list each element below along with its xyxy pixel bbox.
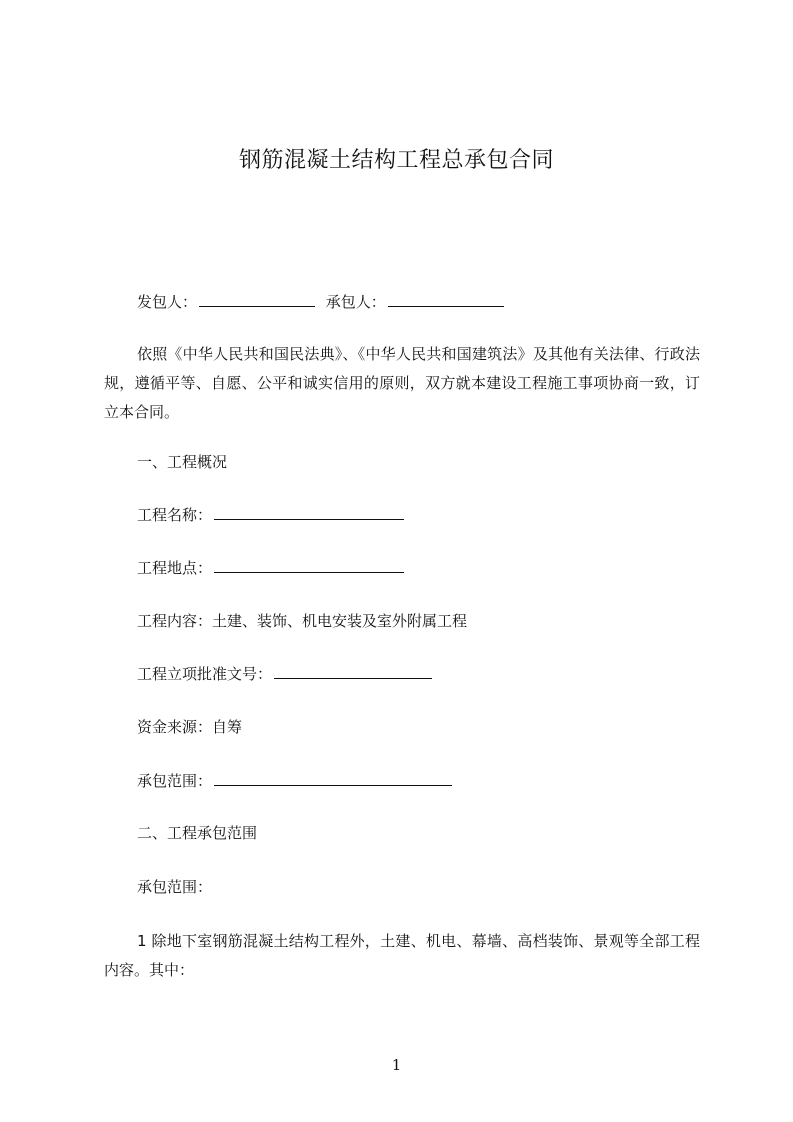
project-location-label: 工程地点： bbox=[137, 559, 213, 577]
scope-blank bbox=[214, 771, 452, 786]
approval-number-line bbox=[137, 664, 432, 684]
section2-heading: 二、工程承包范围 bbox=[137, 824, 258, 842]
section2-scope-label: 承包范围： bbox=[137, 878, 213, 896]
preamble-paragraph: 依照《中华人民共和国民法典》、《中华人民共和国建筑法》及其他有关法律、行政法规，遵循平等、自愿、公平和诚实信用的原则，双方就本建设工程施工事项协商一致，订立本合同。 bbox=[104, 345, 700, 421]
approval-number-blank bbox=[274, 664, 432, 679]
scope-line bbox=[137, 771, 452, 791]
project-location-blank bbox=[214, 558, 404, 573]
funding-source-line: 资金来源：自筹 bbox=[137, 718, 243, 736]
contract-title: 钢筋混凝土结构工程总承包合同 bbox=[238, 148, 554, 173]
contractor-blank bbox=[388, 292, 504, 307]
contractor-label: 承包人： bbox=[325, 293, 386, 311]
page-number: 1 bbox=[391, 1056, 402, 1074]
project-location-line bbox=[137, 558, 404, 578]
scope-label: 承包范围： bbox=[137, 772, 213, 790]
approval-number-label: 工程立项批准文号： bbox=[137, 665, 273, 683]
employer-label: 发包人： bbox=[137, 293, 198, 311]
employer-blank bbox=[199, 292, 315, 307]
project-content-line: 工程内容：土建、装饰、机电安装及室外附属工程 bbox=[137, 612, 468, 630]
scope-item-1: 1 除地下室钢筋混凝土结构工程外，土建、机电、幕墙、高档装饰、景观等全部工程内容。其中： bbox=[104, 932, 700, 979]
project-name-blank bbox=[214, 505, 404, 520]
project-name-label: 工程名称： bbox=[137, 506, 213, 524]
parties-line bbox=[137, 292, 504, 312]
project-name-line bbox=[137, 505, 404, 525]
section1-heading: 一、工程概况 bbox=[137, 453, 228, 471]
